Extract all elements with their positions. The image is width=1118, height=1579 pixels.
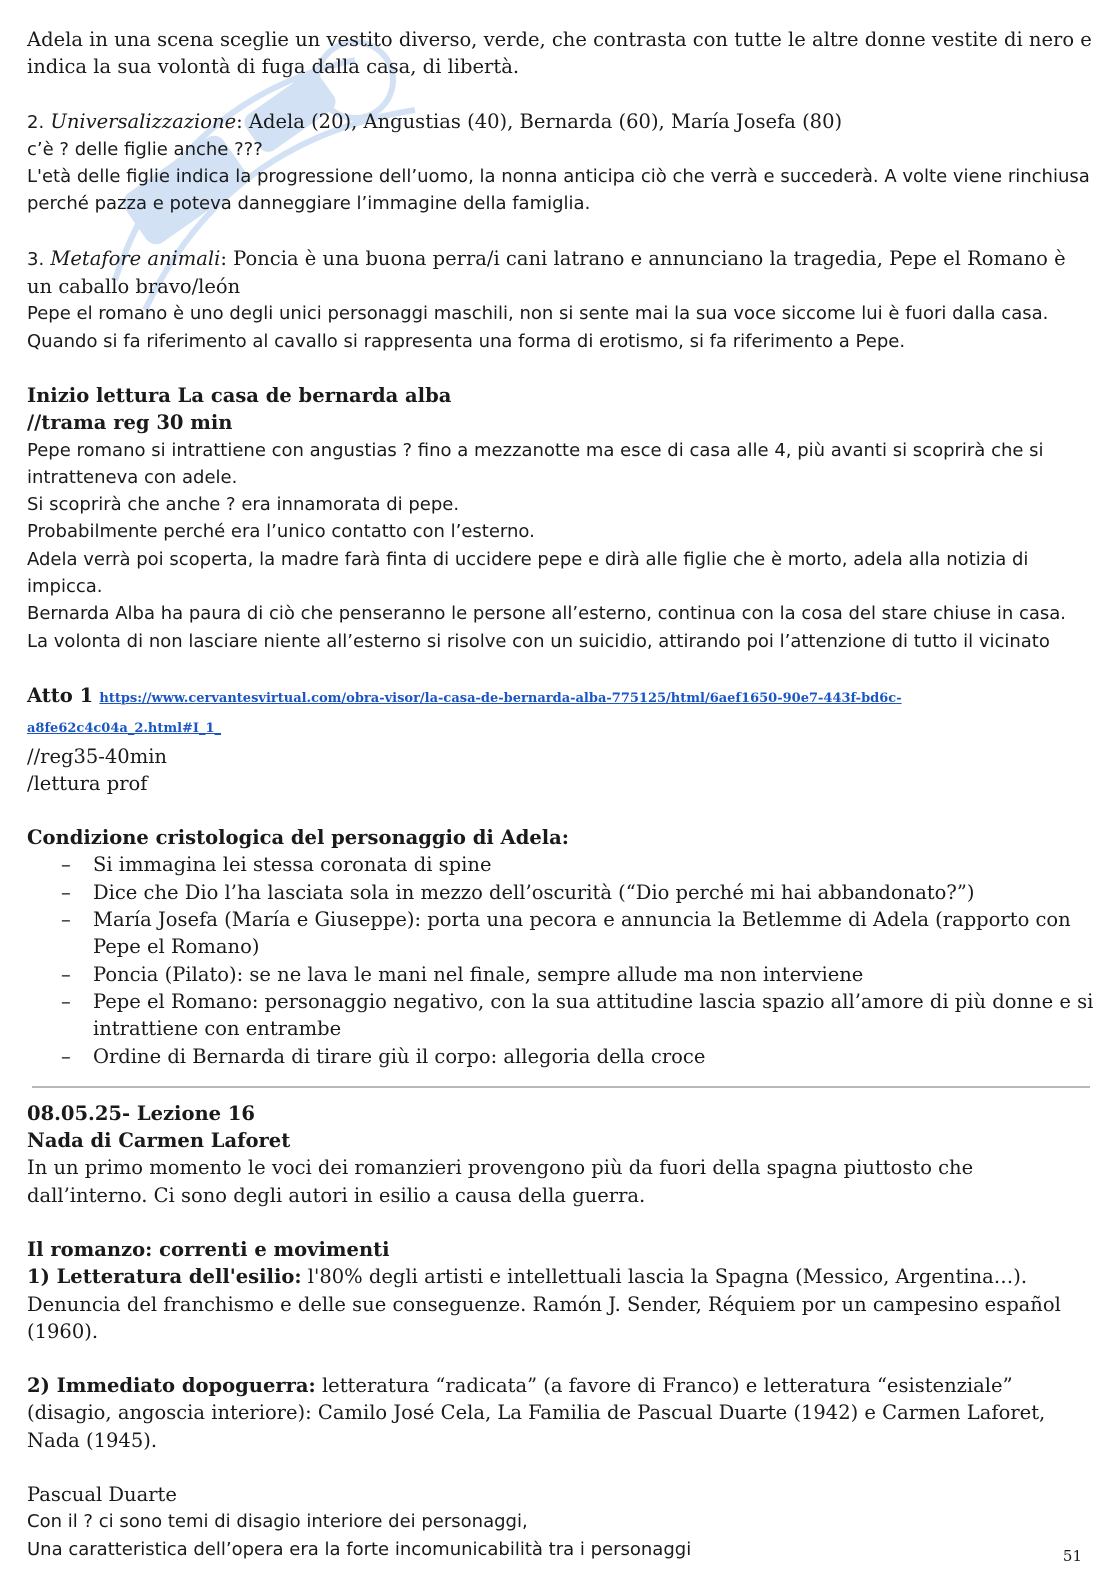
section-title: Metafore animali — [50, 246, 221, 270]
lettura-line: La volonta di non lasciare niente all’esterno si risolve con un suicidio, attirando poi l’attenzione di tutto il vicinato — [27, 630, 1050, 652]
section-number: 3. — [27, 248, 45, 270]
lettura-line: Adela verrà poi scoperta, la madre farà finta di uccidere pepe e dirà alle figlie che è morto, adela alla notizia di impicca. — [27, 548, 1029, 598]
atto-label: Atto 1 — [27, 683, 94, 707]
romanzo-heading: Il romanzo: correnti e movimenti — [27, 1237, 390, 1261]
condizione-heading: Condizione cristologica del personaggio di Adela: — [27, 826, 569, 850]
list-item: – Si immagina lei stessa coronata di spine — [27, 851, 1095, 878]
romanzo-item-2: 2) Immediato dopoguerra: letteratura “radicata” (a favore di Franco) e letteratura “esistenziale” (disagio, angoscia interiore): Camilo José Cela, La Familia de Pascual Duarte (1942) e Carmen Laforet, Nada (1945). — [27, 1374, 1046, 1452]
section-universalizzazione: 2. Universalizzazione: Adela (20), Angustias (40), Bernarda (60), María Josefa (80) — [27, 109, 843, 133]
pascual-line: Una caratteristica dell’opera era la forte incomunicabilità tra i personaggi — [27, 1538, 692, 1560]
condizione-list — [27, 851, 1095, 1069]
lezione-paragraph: In un primo momento le voci dei romanzieri provengono più da fuori della spagna piuttosto che dall’interno. Ci sono degli autori in esilio a causa della guerra. — [27, 1156, 974, 1207]
list-item: – Pepe el Romano: personaggio negativo, con la sua attitudine lascia spazio all’amore di più donne e si intrattiene con entrambe — [27, 988, 1095, 1043]
section-metafore: 3. Metafore animali: Poncia è una buona perra/i cani latrano e annunciano la tragedia, Pepe el Romano è un caballo bravo/león — [27, 246, 1066, 299]
list-item: – Dice che Dio l’ha lasciata sola in mezzo dell’oscurità (“Dio perché mi hai abbandonato?”) — [27, 879, 1095, 906]
pascual-line: Con il ? ci sono temi di disagio interiore dei personaggi, — [27, 1511, 528, 1533]
document-body — [27, 26, 1095, 1563]
lettura-heading: Inizio lettura La casa de bernarda alba — [27, 383, 452, 407]
pascual-title: Pascual Duarte — [27, 1483, 177, 1507]
lettura-line: Probabilmente perché era l’unico contatto con l’esterno. — [27, 521, 535, 543]
atto-line: /lettura prof — [27, 771, 148, 795]
atto-line: //reg35-40min — [27, 744, 167, 768]
section-divider — [32, 1086, 1090, 1088]
list-item: – María Josefa (María e Giuseppe): porta una pecora e annuncia la Betlemme di Adela (rapporto con Pepe el Romano) — [27, 906, 1095, 961]
lettura-subheading: //trama reg 30 min — [27, 411, 233, 435]
section-line: Pepe el romano è uno degli unici personaggi maschili, non si sente mai la sua voce siccome lui è fuori dalla casa. — [27, 303, 1049, 325]
intro-paragraph: Adela in una scena sceglie un vestito diverso, verde, che contrasta con tutte le altre donne vestite di nero e indica la sua volontà di fuga dalla casa, di libertà. — [27, 28, 1092, 79]
atto-line — [27, 682, 1095, 743]
lettura-line: Si scoprirà che anche ? era innamorata di pepe. — [27, 494, 460, 516]
lettura-line: Bernarda Alba ha paura di ciò che penseranno le persone all’esterno, continua con la cosa del stare chiuse in casa. — [27, 603, 1067, 625]
list-item: – Poncia (Pilato): se ne lava le mani nel finale, sempre allude ma non interviene — [27, 961, 1095, 988]
section-number: 2. — [27, 111, 45, 133]
section-line: L'età delle figlie indica la progressione dell’uomo, la nonna anticipa ciò che verrà e succederà. A volte viene rinchiusa perché pazza e poteva danneggiare l’immagine della famiglia. — [27, 166, 1090, 215]
section-line: Quando si fa riferimento al cavallo si rappresenta una forma di erotismo, si fa riferimento a Pepe. — [27, 330, 906, 352]
section-title: Universalizzazione — [50, 109, 237, 133]
book-title: Nada di Carmen Laforet — [27, 1129, 291, 1153]
lettura-line: Pepe romano si intrattiene con angustias ? fino a mezzanotte ma esce di casa alle 4, più avanti si scoprirà che si intratteneva con adele. — [27, 439, 1044, 488]
lezione-title: 08.05.25- Lezione 16 — [27, 1101, 255, 1125]
romanzo-item-1: 1) Letteratura dell'esilio: l'80% degli artisti e intellettuali lascia la Spagna (Messico, Argentina…). Denuncia del franchismo e delle sue conseguenze. Ramón J. Sender, Réquiem por un campesino español (1960). — [27, 1265, 1061, 1343]
section-line: c’è ? delle figlie anche ??? — [27, 138, 263, 160]
atto-link[interactable]: https://www.cervantesvirtual.com/obra-visor/la-casa-de-bernarda-alba-775125/html/6aef1650-90e7-443f-bd6c-a8fe62c4c04a_2.html#I_1_ — [27, 690, 902, 737]
list-item: – Ordine di Bernarda di tirare giù il corpo: allegoria della croce — [27, 1043, 1095, 1070]
page-number: 51 — [1062, 1547, 1082, 1565]
